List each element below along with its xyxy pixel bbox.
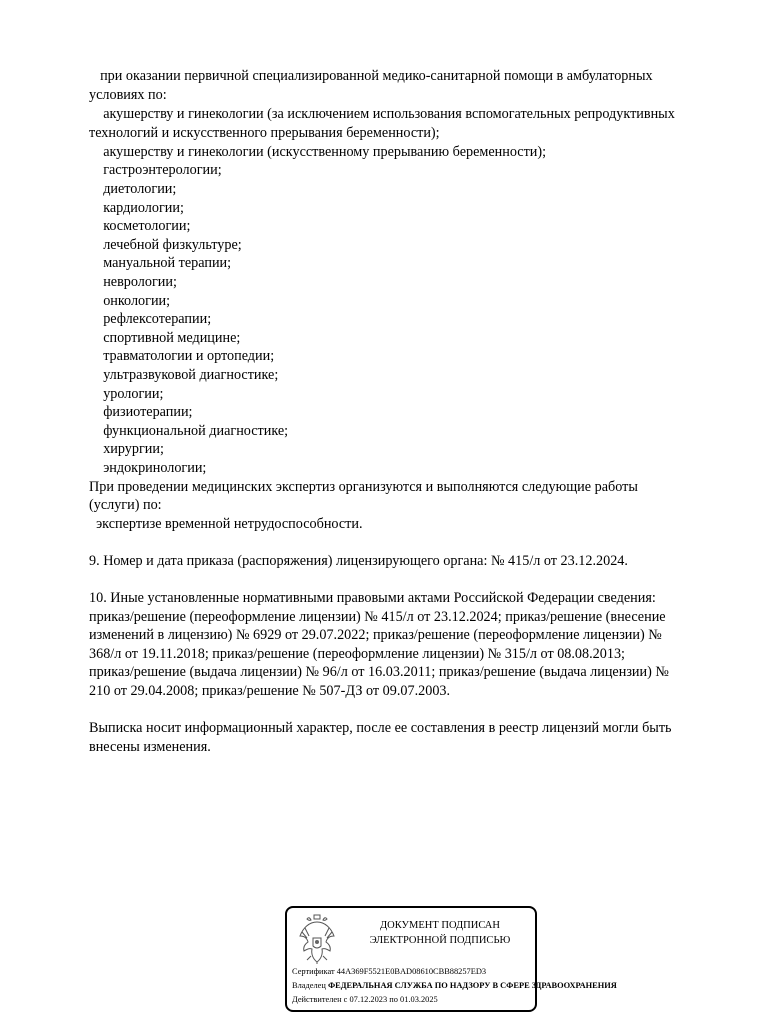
list-item: неврологии; — [89, 274, 177, 290]
list-item: лечебной физкультуре; — [89, 237, 242, 253]
text-line: условиях по: — [89, 87, 167, 103]
text-line: При проведении медицинских экспертиз организуются и выполняются следующие работы — [89, 479, 638, 495]
list-item: гастроэнтерологии; — [89, 162, 222, 178]
text-line: при оказании первичной специализированной медико-санитарной помощи в амбулаторных — [93, 68, 653, 84]
disclaimer: Выписка носит информационный характер, после ее составления в реестр лицензий могли быть — [89, 720, 672, 736]
list-item: рефлексотерапии; — [89, 311, 212, 327]
text-line: 368/л от 19.11.2018; приказ/решение (переоформление лицензии) № 315/л от 08.08.2013; — [89, 646, 625, 662]
list-item: кардиологии; — [89, 200, 184, 216]
text-line: акушерству и гинекологии (за исключением использования вспомогательных репродуктивных — [89, 106, 675, 122]
text-line: (услуги) по: — [89, 497, 162, 513]
coat-of-arms-emblem — [297, 914, 337, 964]
list-item: физиотерапии; — [89, 404, 193, 420]
list-item: хирургии; — [89, 441, 164, 457]
list-item: урологии; — [89, 386, 164, 402]
list-item: диетологии; — [89, 181, 177, 197]
list-item: косметологии; — [89, 218, 191, 234]
list-item: эндокринологии; — [89, 460, 207, 476]
list-item: функциональной диагностике; — [89, 423, 289, 439]
text-line: приказ/решение (выдача лицензии) № 96/л от 16.03.2011; приказ/решение (выдача лицензии) № — [89, 664, 669, 680]
section-10: 10. Иные установленные нормативными правовыми актами Российской Федерации сведения: — [89, 590, 656, 606]
list-item: травматологии и ортопедии; — [89, 348, 275, 364]
validity-period: Действителен с 07.12.2023 по 01.03.2025 — [292, 995, 438, 1004]
list-item: ультразвуковой диагностике; — [89, 367, 279, 383]
text-line: изменений в лицензию) № 6929 от 29.07.2022; приказ/решение (переоформление лицензии) № — [89, 627, 662, 643]
list-item: онкологии; — [89, 293, 171, 309]
text-line: акушерству и гинекологии (искусственному прерыванию беременности); — [89, 144, 547, 160]
stamp-title: ДОКУМЕНТ ПОДПИСАН ЭЛЕКТРОННОЙ ПОДПИСЬЮ — [369, 920, 511, 946]
list-item: спортивной медицине; — [89, 330, 241, 346]
list-item: мануальной терапии; — [89, 255, 232, 271]
text-line: экспертизе временной нетрудоспособности. — [89, 516, 363, 532]
section-9: 9. Номер и дата приказа (распоряжения) лицензирующего органа: № 415/л от 23.12.2024. — [89, 553, 628, 569]
owner-line: Владелец ФЕДЕРАЛЬНАЯ СЛУЖБА ПО НАДЗОРУ В СФЕРЕ ЗДРАВООХРАНЕНИЯ — [292, 981, 617, 990]
text-line: приказ/решение (переоформление лицензии) № 415/л от 23.12.2024; приказ/решение (внесение — [89, 609, 666, 625]
signature-stamp — [285, 906, 617, 1012]
text-line: технологий и искусственного прерывания беременности); — [89, 125, 440, 141]
certificate-number: Сертификат 44A369F5521E0BAD08610CBB88257ED3 — [292, 967, 487, 976]
disclaimer: внесены изменения. — [89, 739, 211, 755]
text-line: 210 от 29.04.2008; приказ/решение № 507-ДЗ от 09.07.2003. — [89, 683, 451, 699]
